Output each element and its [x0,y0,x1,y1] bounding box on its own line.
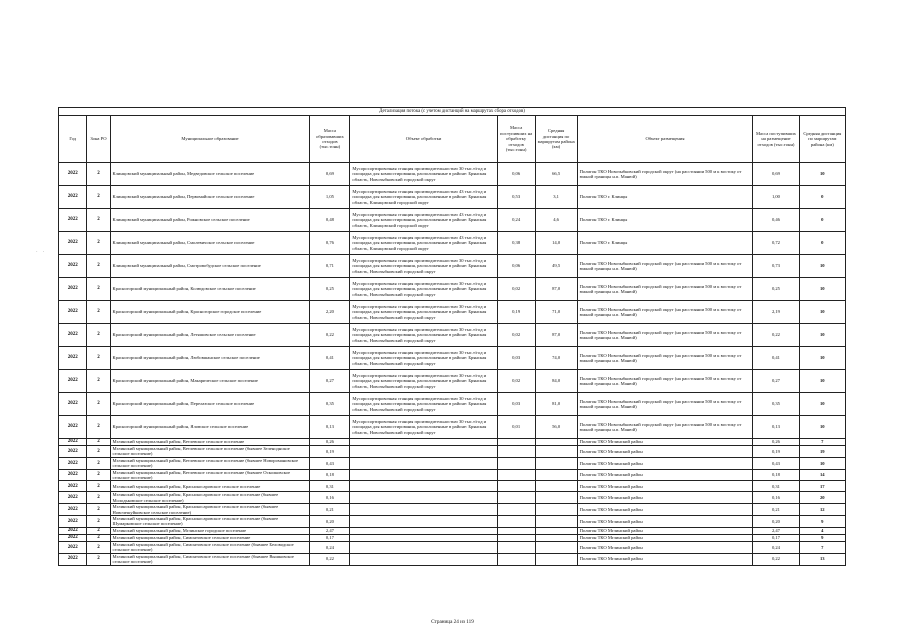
cell-municipality: Красногорский муниципальный район, Красногорское городское поселение [110,301,310,324]
cell-processing-object [350,504,497,516]
cell-processing-object [350,481,497,492]
cell-mass-generated: 0,18 [310,469,350,481]
cell-mass-to-placement: 0,35 [753,393,799,416]
cell-avg-distance-route [535,469,577,481]
cell-mass-generated: 0,69 [310,163,350,186]
cell-placement-object: Полигон ТКО Новозыбковский городской округ (на расстоянии 500 м к востоку от южной границы н.п. Манюй) [577,370,753,393]
cell-year: 2022 [59,370,87,393]
cell-processing-object [350,492,497,504]
cell-mass-to-processing: 0,06 [497,255,535,278]
cell-avg-distance-route [535,534,577,541]
cell-zone: 2 [87,232,110,255]
table-row [59,527,846,534]
cell-year: 2022 [59,416,87,439]
cell-processing-object [350,553,497,565]
cell-municipality: Мглинский муниципальный район, Краснокосаровское сельское поселение (бывшее Шумарковское сельское поселение) [110,516,310,528]
cell-municipality: Мглинский муниципальный район, Краснокосаровское сельское поселение [110,481,310,492]
cell-avg-distance-route: 56,0 [535,416,577,439]
cell-municipality: Мглинский муниципальный район, Симонтовское сельское поселение (бывшее Беловодское сельское поселение) [110,541,310,553]
cell-avg-distance-district: 10 [799,163,845,186]
cell-municipality: Мглинский муниципальный район, Симонтовское сельское поселение [110,534,310,541]
cell-placement-object: Полигон ТКО Новозыбковский городской округ (на расстоянии 500 м к востоку от южной границы н.п. Манюй) [577,255,753,278]
cell-processing-object: Мусоросортировочная станция производительностью 43 тыс.т/год и площадка для компостирования, расположенные в районе: Брянская область, Клинцовский городской округ [350,232,497,255]
cell-mass-to-processing [497,541,535,553]
cell-municipality: Мглинский муниципальный район, Мглинское городское поселение [110,527,310,534]
cell-zone: 2 [87,481,110,492]
cell-mass-to-placement: 1,00 [753,186,799,209]
cell-placement-object: Полигон ТКО Мглинский район [577,439,753,446]
header-avg-distance-route: Средняя дистанция по маршрутам района (км) [535,116,577,163]
cell-year: 2022 [59,516,87,528]
cell-avg-distance-route: 71,0 [535,301,577,324]
cell-year: 2022 [59,393,87,416]
table-row [59,504,846,516]
cell-zone: 2 [87,457,110,469]
table-body [59,163,846,566]
cell-avg-distance-route [535,527,577,534]
cell-year: 2022 [59,232,87,255]
table-row [59,446,846,458]
page-number: Страница 24 из 119 [431,619,474,625]
scan-artifact: · · [36,250,47,255]
cell-mass-generated: 2,47 [310,527,350,534]
table-row [59,255,846,278]
cell-year: 2022 [59,347,87,370]
cell-avg-distance-district: 10 [799,457,845,469]
table-caption: Детализация потока (с учетом дистанций на маршрутах сбора отходов) [59,108,846,116]
cell-mass-generated: 2,20 [310,301,350,324]
cell-avg-distance-district: 10 [799,393,845,416]
cell-processing-object [350,534,497,541]
cell-mass-to-processing: 0,06 [497,163,535,186]
cell-year: 2022 [59,492,87,504]
table-row [59,278,846,301]
cell-year: 2022 [59,457,87,469]
cell-mass-to-placement: 0,31 [753,481,799,492]
table-row [59,516,846,528]
cell-placement-object: Полигон ТКО Новозыбковский городской округ (на расстоянии 500 м к востоку от южной границы н.п. Манюй) [577,393,753,416]
cell-avg-distance-district: 0 [799,186,845,209]
cell-avg-distance-district: 10 [799,278,845,301]
cell-placement-object: Полигон ТКО г. Клинцы [577,232,753,255]
table-row [59,534,846,541]
cell-municipality: Клинцовский муниципальный район, Медведовское сельское поселение [110,163,310,186]
cell-avg-distance-district: 9 [799,534,845,541]
cell-mass-generated: 0,19 [310,446,350,458]
cell-processing-object: Мусоросортировочная станция производительностью 30 тыс.т/год и площадка для компостирования, расположенные в районе: Брянская область, Новозыбковский городской округ [350,163,497,186]
cell-mass-to-placement: 0,20 [753,516,799,528]
cell-processing-object: Мусоросортировочная станция производительностью 30 тыс.т/год и площадка для компостирования, расположенные в районе: Брянская область, Новозыбковский городской округ [350,278,497,301]
cell-placement-object: Полигон ТКО Мглинский район [577,541,753,553]
cell-year: 2022 [59,278,87,301]
cell-municipality: Мглинский муниципальный район, Ветлевское сельское поселение (бывшее Новоромановское сельское поселение) [110,457,310,469]
cell-mass-to-processing: 0,03 [497,393,535,416]
cell-year: 2022 [59,209,87,232]
header-processing-object: Объект обработки [350,116,497,163]
cell-mass-generated: 0,48 [310,209,350,232]
cell-mass-to-placement: 0,26 [753,439,799,446]
cell-year: 2022 [59,481,87,492]
cell-mass-generated: 0,71 [310,255,350,278]
table-row [59,439,846,446]
cell-mass-to-processing [497,481,535,492]
cell-mass-to-processing: 0,02 [497,324,535,347]
cell-mass-to-placement: 0,43 [753,457,799,469]
cell-processing-object: Мусоросортировочная станция производительностью 30 тыс.т/год и площадка для компостирования, расположенные в районе: Брянская область, Новозыбковский городской округ [350,416,497,439]
cell-zone: 2 [87,163,110,186]
cell-mass-to-placement: 0,69 [753,163,799,186]
cell-avg-distance-route: 74,0 [535,347,577,370]
cell-mass-to-processing [497,439,535,446]
cell-zone: 2 [87,186,110,209]
cell-avg-distance-route: 3,1 [535,186,577,209]
cell-mass-to-placement: 0,72 [753,232,799,255]
cell-mass-to-placement: 0,19 [753,446,799,458]
cell-zone: 2 [87,516,110,528]
cell-mass-generated: 0,22 [310,324,350,347]
cell-avg-distance-route: 87,0 [535,324,577,347]
cell-mass-to-processing [497,504,535,516]
cell-placement-object: Полигон ТКО Мглинский район [577,534,753,541]
cell-mass-to-processing [497,492,535,504]
cell-avg-distance-route [535,457,577,469]
cell-mass-to-processing [497,553,535,565]
cell-avg-distance-district: 12 [799,504,845,516]
cell-avg-distance-district: 10 [799,416,845,439]
cell-mass-to-placement: 0,16 [753,492,799,504]
cell-municipality: Красногорский муниципальный район, Яловское сельское поселение [110,416,310,439]
cell-mass-to-processing: 0,02 [497,278,535,301]
cell-processing-object: Мусоросортировочная станция производительностью 30 тыс.т/год и площадка для компостирования, расположенные в районе: Брянская область, Новозыбковский городской округ [350,370,497,393]
cell-placement-object: Полигон ТКО Новозыбковский городской округ (на расстоянии 500 м к востоку от южной границы н.п. Манюй) [577,324,753,347]
cell-zone: 2 [87,416,110,439]
cell-municipality: Красногорский муниципальный район, Колюдовское сельское поселение [110,278,310,301]
table-row [59,469,846,481]
cell-mass-to-processing: 0,53 [497,186,535,209]
cell-mass-to-placement: 0,27 [753,370,799,393]
cell-mass-generated: 0,76 [310,232,350,255]
table-row [59,163,846,186]
cell-processing-object: Мусоросортировочная станция производительностью 30 тыс.т/год и площадка для компостирования, расположенные в районе: Брянская область, Новозыбковский городской округ [350,301,497,324]
table-row [59,541,846,553]
cell-avg-distance-district: 10 [799,347,845,370]
cell-processing-object: Мусоросортировочная станция производительностью 43 тыс.т/год и площадка для компостирования, расположенные в районе: Брянская область, Клинцовский городской округ [350,209,497,232]
cell-mass-generated: 0,27 [310,370,350,393]
cell-avg-distance-route: 84,0 [535,370,577,393]
cell-zone: 2 [87,446,110,458]
cell-mass-generated: 0,16 [310,492,350,504]
header-municipality: Муниципальное образование [110,116,310,163]
cell-zone: 2 [87,492,110,504]
header-mass-to-processing: Масса поступивших на обработку отходов (тыс.тонн) [497,116,535,163]
cell-avg-distance-district: 7 [799,439,845,446]
cell-zone: 2 [87,469,110,481]
cell-year: 2022 [59,446,87,458]
cell-mass-to-processing [497,457,535,469]
cell-placement-object: Полигон ТКО Мглинский район [577,492,753,504]
cell-zone: 2 [87,527,110,534]
cell-avg-distance-route [535,504,577,516]
cell-placement-object: Полигон ТКО Мглинский район [577,469,753,481]
cell-municipality: Клинцовский муниципальный район, Рожновское сельское поселение [110,209,310,232]
cell-zone: 2 [87,541,110,553]
cell-avg-distance-district: 10 [799,255,845,278]
cell-avg-distance-district: 19 [799,446,845,458]
cell-municipality: Красногорский муниципальный район, Перелазское сельское поселение [110,393,310,416]
cell-processing-object [350,439,497,446]
header-mass-generated: Масса образовавших отходов (тыс.тонн) [310,116,350,163]
cell-municipality: Красногорский муниципальный район, Летяшовское сельское поселение [110,324,310,347]
cell-mass-to-placement: 0,24 [753,541,799,553]
cell-processing-object: Мусоросортировочная станция производительностью 30 тыс.т/год и площадка для компостирования, расположенные в районе: Брянская область, Новозыбковский городской округ [350,393,497,416]
cell-zone: 2 [87,439,110,446]
cell-processing-object: Мусоросортировочная станция производительностью 30 тыс.т/год и площадка для компостирования, расположенные в районе: Брянская область, Новозыбковский городской округ [350,347,497,370]
cell-mass-generated: 0,21 [310,504,350,516]
cell-avg-distance-route [535,492,577,504]
table-row [59,492,846,504]
cell-placement-object: Полигон ТКО Новозыбковский городской округ (на расстоянии 500 м к востоку от южной границы н.п. Манюй) [577,347,753,370]
cell-municipality: Клинцовский муниципальный район, Первомайское сельское поселение [110,186,310,209]
cell-mass-generated: 0,20 [310,516,350,528]
cell-municipality: Клинцовский муниципальный район, Смолевичское сельское поселение [110,232,310,255]
cell-mass-to-placement: 0,22 [753,324,799,347]
cell-mass-generated: 1,05 [310,186,350,209]
cell-municipality: Мглинский муниципальный район, Ветлевское сельское поселение (бывшее Осколковское сельское поселение) [110,469,310,481]
cell-avg-distance-route: 49,5 [535,255,577,278]
table-row [59,186,846,209]
table-row [59,481,846,492]
cell-mass-generated: 0,17 [310,534,350,541]
cell-year: 2022 [59,553,87,565]
cell-zone: 2 [87,534,110,541]
cell-mass-to-placement: 0,25 [753,278,799,301]
cell-municipality: Мглинский муниципальный район, Ветлевское сельское поселение (бывшее Зеленоднское сельское поселение) [110,446,310,458]
cell-mass-generated: 0,25 [310,278,350,301]
cell-avg-distance-district: 0 [799,209,845,232]
cell-avg-distance-district: 10 [799,370,845,393]
cell-avg-distance-district: 17 [799,481,845,492]
cell-zone: 2 [87,393,110,416]
cell-municipality: Мглинский муниципальный район, Симонтовское сельское поселение (бывшее Вышковское сельское поселение) [110,553,310,565]
cell-zone: 2 [87,324,110,347]
cell-year: 2022 [59,255,87,278]
cell-mass-to-placement: 0,46 [753,209,799,232]
cell-processing-object [350,457,497,469]
cell-processing-object: Мусоросортировочная станция производительностью 43 тыс.т/год и площадка для компостирования, расположенные в районе: Брянская область, Клинцовский городской округ [350,186,497,209]
cell-processing-object [350,446,497,458]
cell-placement-object: Полигон ТКО Новозыбковский городской округ (на расстоянии 500 м к востоку от южной границы н.п. Манюй) [577,163,753,186]
table-row [59,209,846,232]
table-row [59,416,846,439]
cell-avg-distance-route: 87,0 [535,278,577,301]
cell-avg-distance-district: 7 [799,541,845,553]
cell-placement-object: Полигон ТКО Мглинский район [577,504,753,516]
table-row [59,301,846,324]
cell-avg-distance-district: 14 [799,469,845,481]
cell-mass-to-placement: 0,18 [753,469,799,481]
header-mass-to-placement: Масса поступивших на размещение отходов (тыс.тонн) [753,116,799,163]
cell-year: 2022 [59,527,87,534]
cell-placement-object: Полигон ТКО г. Клинцы [577,186,753,209]
cell-avg-distance-route: 4,6 [535,209,577,232]
cell-avg-distance-route [535,439,577,446]
cell-mass-to-processing: 0,03 [497,347,535,370]
cell-avg-distance-route: 14,0 [535,232,577,255]
cell-placement-object: Полигон ТКО Новозыбковский городской округ (на расстоянии 500 м к востоку от южной границы н.п. Манюй) [577,416,753,439]
cell-avg-distance-district: 4 [799,527,845,534]
cell-mass-to-placement: 0,22 [753,553,799,565]
cell-mass-generated: 0,31 [310,481,350,492]
cell-year: 2022 [59,504,87,516]
cell-mass-to-placement: 0,73 [753,255,799,278]
table-row [59,232,846,255]
cell-placement-object: Полигон ТКО Мглинский район [577,527,753,534]
cell-mass-generated: 0,35 [310,393,350,416]
cell-placement-object: Полигон ТКО Новозыбковский городской округ (на расстоянии 500 м к востоку от южной границы н.п. Манюй) [577,301,753,324]
cell-mass-generated: 0,26 [310,439,350,446]
cell-placement-object: Полигон ТКО Мглинский район [577,446,753,458]
cell-year: 2022 [59,534,87,541]
cell-avg-distance-route: 66,5 [535,163,577,186]
cell-avg-distance-route [535,446,577,458]
cell-processing-object [350,541,497,553]
cell-avg-distance-route: 81,0 [535,393,577,416]
cell-municipality: Клинцовский муниципальный район, Смотровобудское сельское поселение [110,255,310,278]
header-placement-object: Объект размещения [577,116,753,163]
cell-mass-to-placement: 2,47 [753,527,799,534]
cell-mass-to-processing [497,446,535,458]
cell-year: 2022 [59,186,87,209]
cell-mass-generated: 0,24 [310,541,350,553]
table-row [59,553,846,565]
table-caption-row [59,108,846,116]
cell-mass-generated: 0,43 [310,457,350,469]
table-row [59,457,846,469]
table-row [59,393,846,416]
cell-year: 2022 [59,469,87,481]
waste-flow-table [58,107,846,566]
cell-processing-object [350,469,497,481]
cell-municipality: Мглинский муниципальный район, Ветлевское сельское поселение [110,439,310,446]
cell-mass-to-processing [497,527,535,534]
header-avg-distance-district: Средняя дистанция по маршрутам района (км) [799,116,845,163]
cell-avg-distance-district: 10 [799,301,845,324]
cell-mass-to-placement: 0,41 [753,347,799,370]
cell-mass-to-processing: 0,24 [497,209,535,232]
cell-processing-object [350,516,497,528]
cell-mass-to-processing: 0,01 [497,416,535,439]
cell-municipality: Мглинский муниципальный район, Краснокосаровское сельское поселение (бывшее Молодьковское сельское поселение) [110,492,310,504]
cell-avg-distance-district: 9 [799,516,845,528]
cell-placement-object: Полигон ТКО Новозыбковский городской округ (на расстоянии 500 м к востоку от южной границы н.п. Манюй) [577,278,753,301]
cell-municipality: Красногорский муниципальный район, Любовшанское сельское поселение [110,347,310,370]
cell-mass-generated: 0,41 [310,347,350,370]
cell-mass-to-processing [497,534,535,541]
cell-mass-generated: 0,22 [310,553,350,565]
cell-zone: 2 [87,370,110,393]
cell-mass-to-placement: 0,21 [753,504,799,516]
cell-processing-object: Мусоросортировочная станция производительностью 30 тыс.т/год и площадка для компостирования, расположенные в районе: Брянская область, Новозыбковский городской округ [350,255,497,278]
cell-processing-object: Мусоросортировочная станция производительностью 30 тыс.т/год и площадка для компостирования, расположенные в районе: Брянская область, Новозыбковский городской округ [350,324,497,347]
cell-mass-to-placement: 0,13 [753,416,799,439]
cell-year: 2022 [59,324,87,347]
cell-mass-to-processing [497,516,535,528]
cell-avg-distance-route [535,553,577,565]
cell-avg-distance-district: 13 [799,553,845,565]
cell-zone: 2 [87,278,110,301]
cell-mass-to-processing [497,469,535,481]
header-row [59,116,846,163]
header-zone: Зона РО [87,116,110,163]
cell-zone: 2 [87,504,110,516]
cell-zone: 2 [87,553,110,565]
cell-placement-object: Полигон ТКО г. Клинцы [577,209,753,232]
cell-mass-to-processing: 0,02 [497,370,535,393]
cell-placement-object: Полигон ТКО Мглинский район [577,553,753,565]
cell-avg-distance-route [535,481,577,492]
cell-year: 2022 [59,541,87,553]
cell-avg-distance-district: 20 [799,492,845,504]
cell-placement-object: Полигон ТКО Мглинский район [577,516,753,528]
table-row [59,370,846,393]
cell-mass-generated: 0,13 [310,416,350,439]
table-row [59,347,846,370]
cell-avg-distance-district: 10 [799,324,845,347]
cell-municipality: Красногорский муниципальный район, Макарическое сельское поселение [110,370,310,393]
cell-year: 2022 [59,163,87,186]
cell-zone: 2 [87,209,110,232]
cell-zone: 2 [87,301,110,324]
cell-municipality: Мглинский муниципальный район, Краснокосаровское сельское поселение (бывшее Новочешуйковское сельское поселение) [110,504,310,516]
header-year: Год [59,116,87,163]
cell-avg-distance-route [535,541,577,553]
cell-mass-to-processing: 0,19 [497,301,535,324]
cell-year: 2022 [59,301,87,324]
cell-mass-to-placement: 0,17 [753,534,799,541]
cell-year: 2022 [59,439,87,446]
cell-mass-to-placement: 2,19 [753,301,799,324]
cell-placement-object: Полигон ТКО Мглинский район [577,457,753,469]
cell-processing-object [350,527,497,534]
cell-placement-object: Полигон ТКО Мглинский район [577,481,753,492]
cell-zone: 2 [87,347,110,370]
cell-mass-to-processing: 0,38 [497,232,535,255]
cell-avg-distance-district: 0 [799,232,845,255]
table-row [59,324,846,347]
cell-avg-distance-route [535,516,577,528]
cell-zone: 2 [87,255,110,278]
